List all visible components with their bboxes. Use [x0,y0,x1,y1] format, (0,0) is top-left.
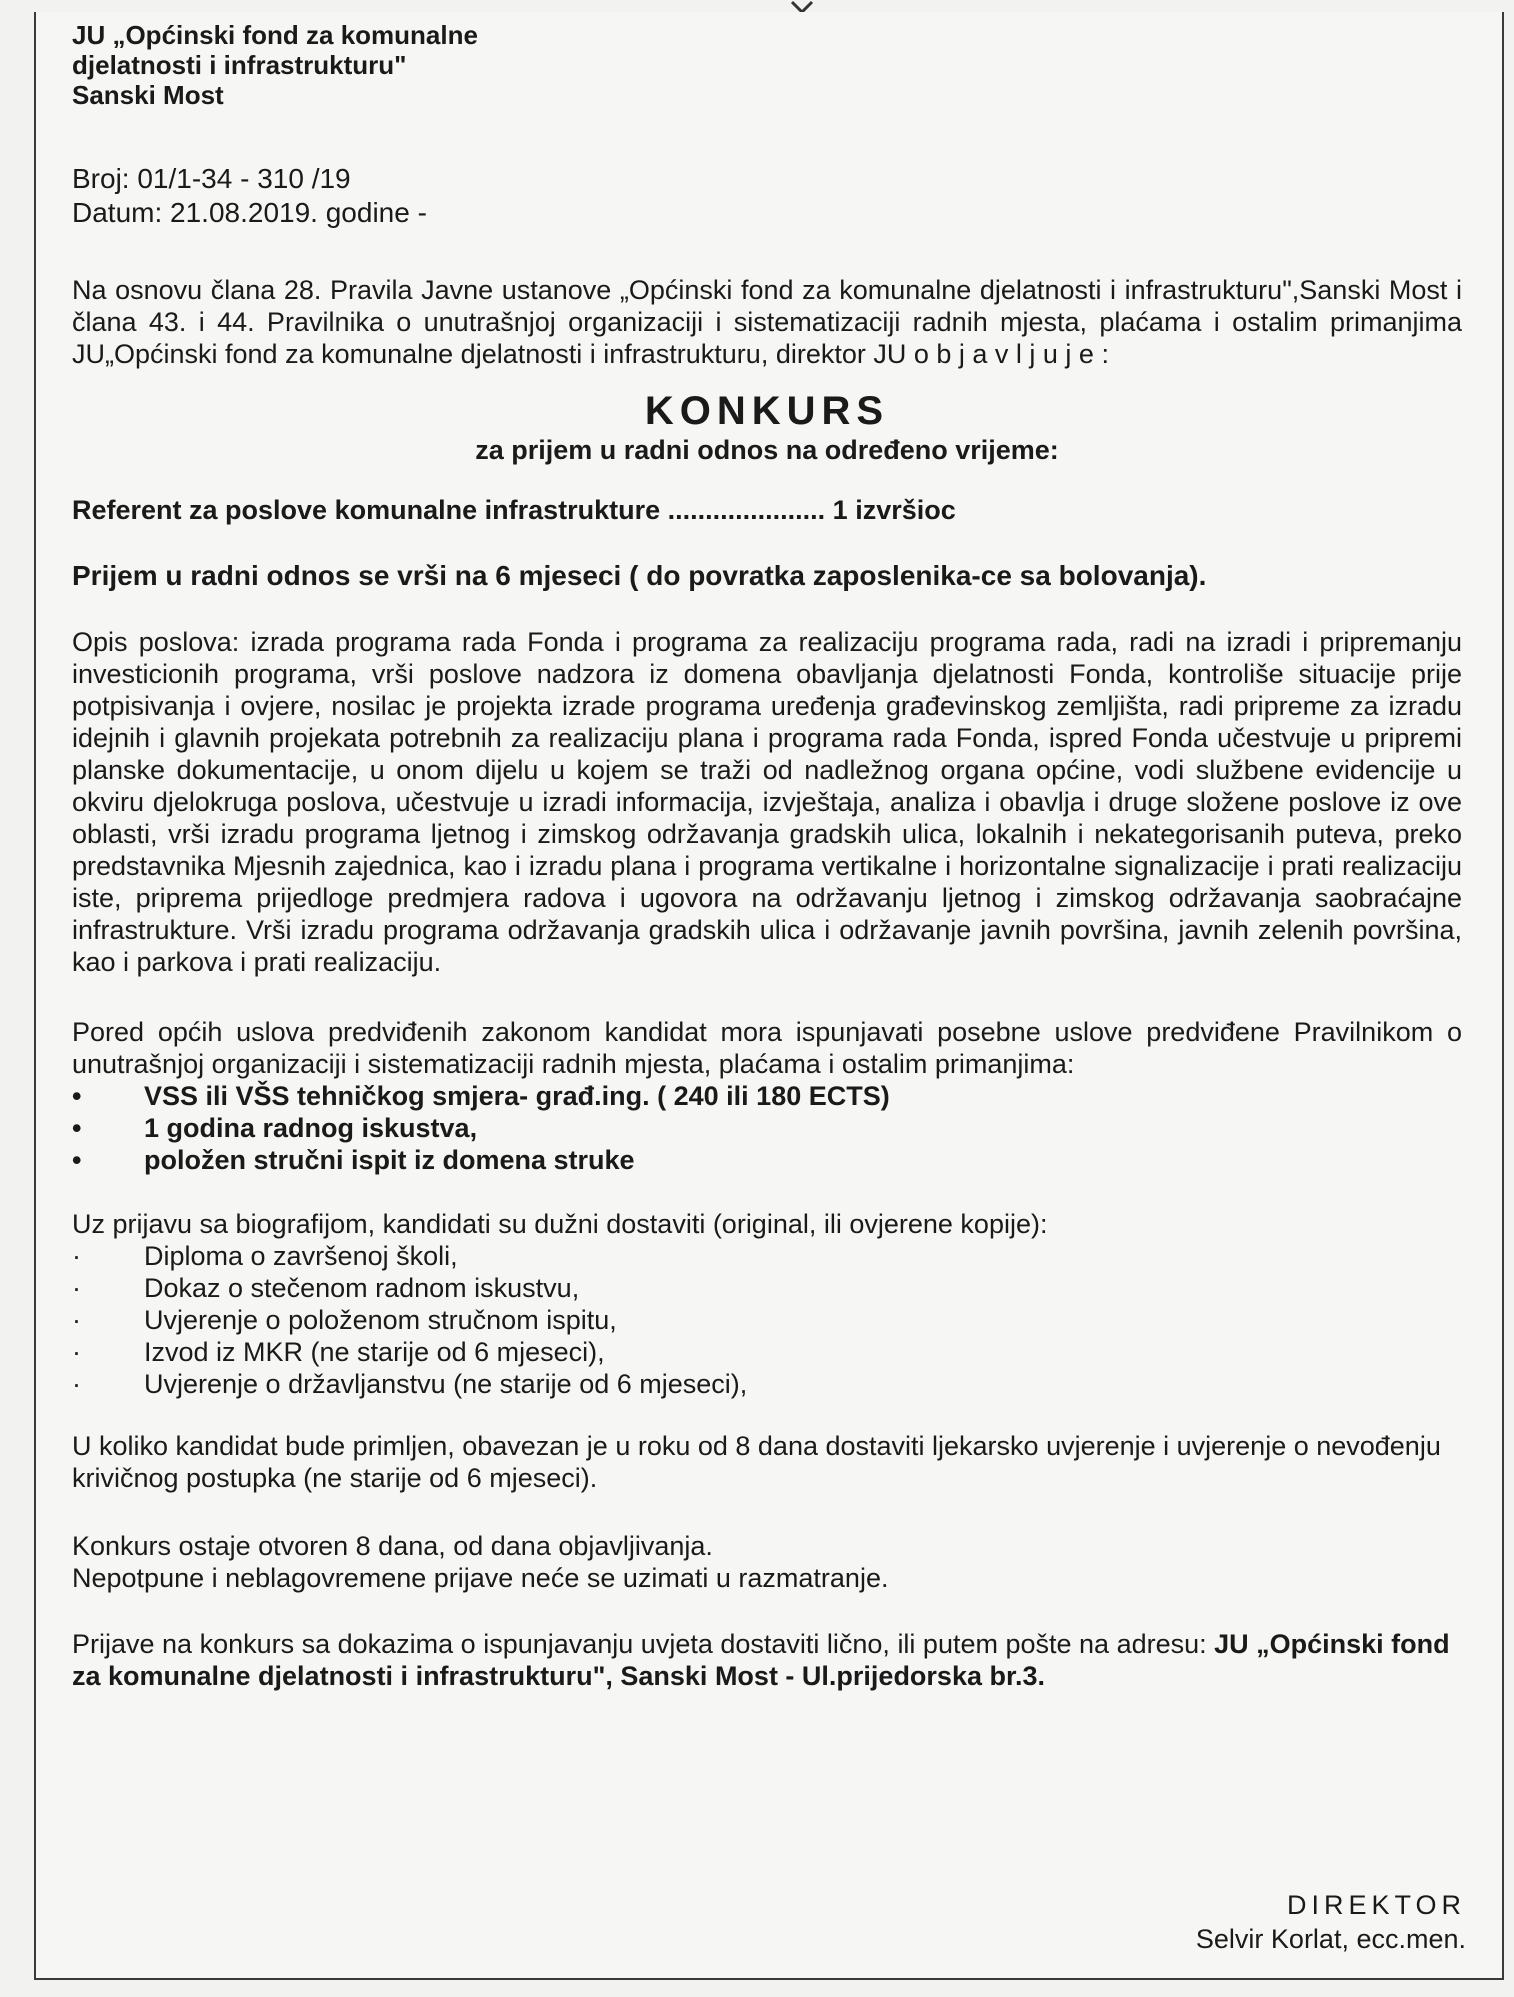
bullet-icon: · [72,1273,81,1303]
org-line-2: djelatnosti i infrastrukturu" [72,50,407,80]
open-period-block [72,1530,1462,1594]
bullet-icon: · [72,1305,81,1335]
bullet-icon: · [72,1241,81,1271]
list-item: · Uvjerenje o državljanstvu (ne starije od 6 mjeseci), [72,1369,748,1399]
signature-block [1196,1888,1466,1956]
medical-paragraph: U koliko kandidat bude primljen, obavezan je u roku od 8 dana dostaviti ljekarsko uvjerenje i uvjerenje o nevođenju krivičnog postupka (ne starije od 6 mjeseci). [72,1431,1441,1493]
org-line-1: JU „Općinski fond za komunalne [72,20,478,50]
list-item: · Dokaz o stečenom radnom iskustvu, [72,1273,580,1303]
bullet-icon: • [72,1081,82,1111]
documents-list [72,1240,1462,1400]
open-period-line: Konkurs ostaje otvoren 8 dana, od dana objavljivanja. [72,1531,713,1561]
position-line: Referent za poslove komunalne infrastrukture ..................... 1 izvršioc [72,495,956,525]
reference-block [72,162,1462,230]
submission-address: JU „Općinski fond za komunalne djelatnosti i infrastrukturu", Sanski Most - Ul.prijedorska br.3. [72,1629,1450,1691]
submission-paragraph [72,1628,1462,1692]
bullet-icon: · [72,1369,81,1399]
bullet-icon: • [72,1145,82,1175]
bullet-icon: • [72,1113,82,1143]
conditions-section [72,1016,1462,1176]
signature-name: Selvir Korlat, ecc.men. [1195,1924,1466,1954]
conditions-list [72,1080,1462,1176]
incomplete-applications-line: Nepotpune i neblagovremene prijave neće se uzimati u razmatranje. [72,1563,889,1593]
submission-text: Prijave na konkurs sa dokazima o ispunjavanju uvjeta dostaviti lično, ili putem pošte na adresu: [72,1629,1215,1659]
document-subtitle: za prijem u radni odnos na određeno vrijeme: [475,435,1059,465]
documents-section [72,1208,1462,1400]
conditions-intro: Pored općih uslova predviđenih zakonom kandidat mora ispunjavati posebne uslove predviđene Pravilnikom o unutrašnjoj organizaciji i sistematizaciji radnih mjesta, plaćama i ostalim primanjima: [72,1017,1462,1079]
documents-intro: Uz prijavu sa biografijom, kandidati su dužni dostaviti (original, ili ovjerene kopije): [72,1209,1048,1239]
list-item: • VSS ili VŠS tehničkog smjera- građ.ing. ( 240 ili 180 ECTS) [72,1081,890,1111]
reference-date: Datum: 21.08.2019. godine - [72,197,427,228]
list-item: • položen stručni ispit iz domena struke [72,1145,635,1175]
list-item: · Izvod iz MKR (ne starije od 6 mjeseci), [72,1337,605,1367]
org-line-3: Sanski Most [72,80,224,110]
announcement-content [72,20,1462,1692]
bullet-icon: · [72,1337,81,1367]
list-item: · Uvjerenje o položenom stručnom ispitu, [72,1305,617,1335]
reference-number: Broj: 01/1-34 - 310 /19 [72,163,351,194]
intro-paragraph: Na osnovu člana 28. Pravila Javne ustanove „Općinski fond za komunalne djelatnosti i infrastrukturu",Sanski Most i člana 43. i 44. Pravilnika o unutrašnjoj organizaciji i sistematizaciji radnih mjesta, plaćama i ostalim primanjima JU„Općinski fond za komunalne djelatnosti i infrastrukturu, direktor JU o b j a v l j u j e : [72,275,1462,369]
signature-role: DIREKTOR [1286,1890,1466,1920]
duration-line: Prijem u radni odnos se vrši na 6 mjeseci ( do povratka zaposlenika-ce sa bolovanja). [72,560,1207,591]
duties-paragraph: Opis poslova: izrada programa rada Fonda i programa za realizaciju programa rada, radi na izradi i pripremanju investicionih programa, vrši poslove nadzora iz domena obavljanja djelatnosti Fonda, kontroliše situacije prije potpisivanja i ovjere, nosilac je projekta izrade programa uređenja građevinskog zemljišta, radi pripreme za izradu idejnih i glavnih projekata potrebnih za realizaciju plana i programa rada Fonda, ispred Fonda učestvuje u pripremi planske dokumentacije, u onom dijelu u kojem se traži od nadležnog organa općine, vodi službene evidencije u okviru djelokruga poslova, učestvuje u izradi informacija, izvještaja, analiza i obavlja i druge složene poslove iz ove oblasti, vrši izradu programa ljetnog i zimskog održavanja gradskih ulica, lokalnih i nekategorisanih puteva, preko predstavnika Mjesnih zajednica, kao i izradu plana i programa vertikalne i horizontalne signalizacije i prati realizaciju iste, priprema prijedloge predmjera radova i ugovora na održavanju ljetnog i zimskog održavanja saobraćajne infrastrukture. Vrši izradu programa održavanja gradskih ulica i održavanje javnih površina, javnih zelenih površina, kao i parkova i prati realizaciju. [72,627,1462,977]
organization-header [72,20,1462,110]
list-item: · Diploma o završenoj školi, [72,1241,458,1271]
list-item: • 1 godina radnog iskustva, [72,1113,478,1143]
document-title: KONKURS [644,389,890,433]
